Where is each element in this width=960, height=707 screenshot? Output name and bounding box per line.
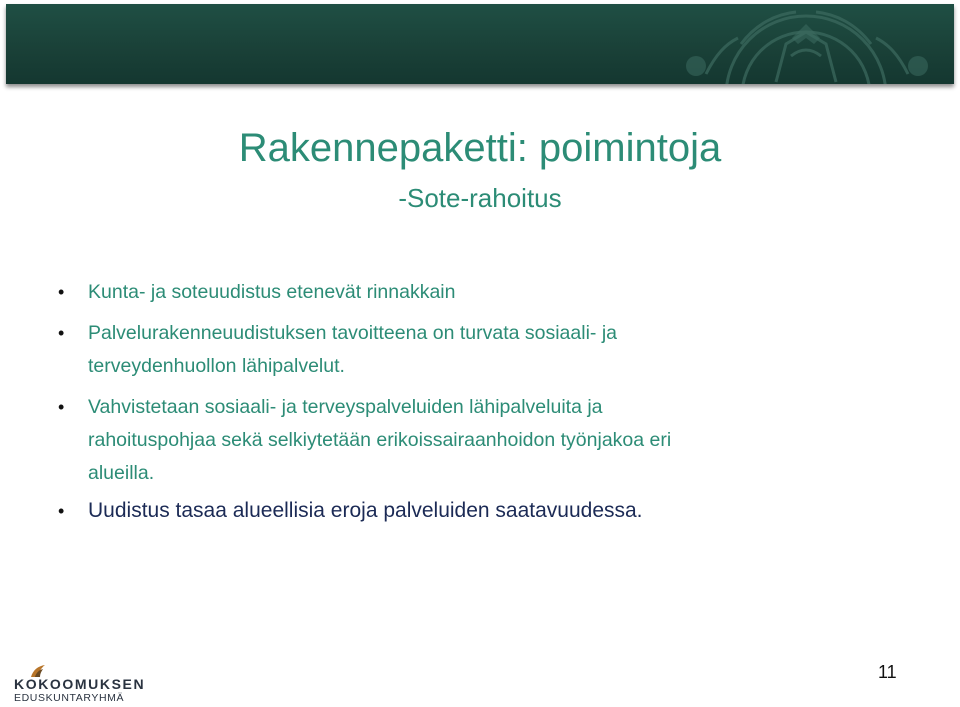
bullet-item <box>58 276 918 309</box>
bullet-item <box>58 317 918 383</box>
logo-line1: KOKOOMUKSEN <box>14 676 146 692</box>
bullet-dot-icon: • <box>58 323 65 343</box>
header-bar <box>6 4 954 84</box>
page-number: 11 <box>878 662 897 682</box>
logo-line2: EDUSKUNTARYHMÄ <box>14 692 125 704</box>
slide-title: Rakennepaketti: poimintoja <box>238 126 722 170</box>
bullet-dot-icon: • <box>58 282 65 302</box>
bullet-dot-icon: • <box>58 501 65 521</box>
bullet-item <box>58 391 918 490</box>
bullet-text: alueilla. <box>88 462 155 484</box>
bullet-text: Palvelurakenneuudistuksen tavoitteena on turvata sosiaali- ja <box>88 322 617 344</box>
bullet-text: Vahvistetaan sosiaali- ja terveyspalveluiden lähipalveluita ja <box>88 396 603 418</box>
bullet-list <box>58 276 918 528</box>
coat-of-arms-lion-watermark-icon <box>646 4 946 84</box>
header-banner <box>0 0 960 92</box>
bullet-item <box>58 494 918 528</box>
bullet-dot-icon: • <box>58 397 65 417</box>
bullet-text: terveydenhuollon lähipalvelut. <box>88 355 345 377</box>
bullet-text: Kunta- ja soteuudistus etenevät rinnakkain <box>88 281 456 303</box>
slide-subtitle: -Sote-rahoitus <box>398 183 562 213</box>
kokoomus-logo <box>14 664 164 704</box>
bullet-text: rahoituspohjaa sekä selkiytetään erikoissairaanhoidon työnjakoa eri <box>88 429 672 451</box>
bullet-text: Uudistus tasaa alueellisia eroja palveluiden saatavuudessa. <box>88 499 643 522</box>
